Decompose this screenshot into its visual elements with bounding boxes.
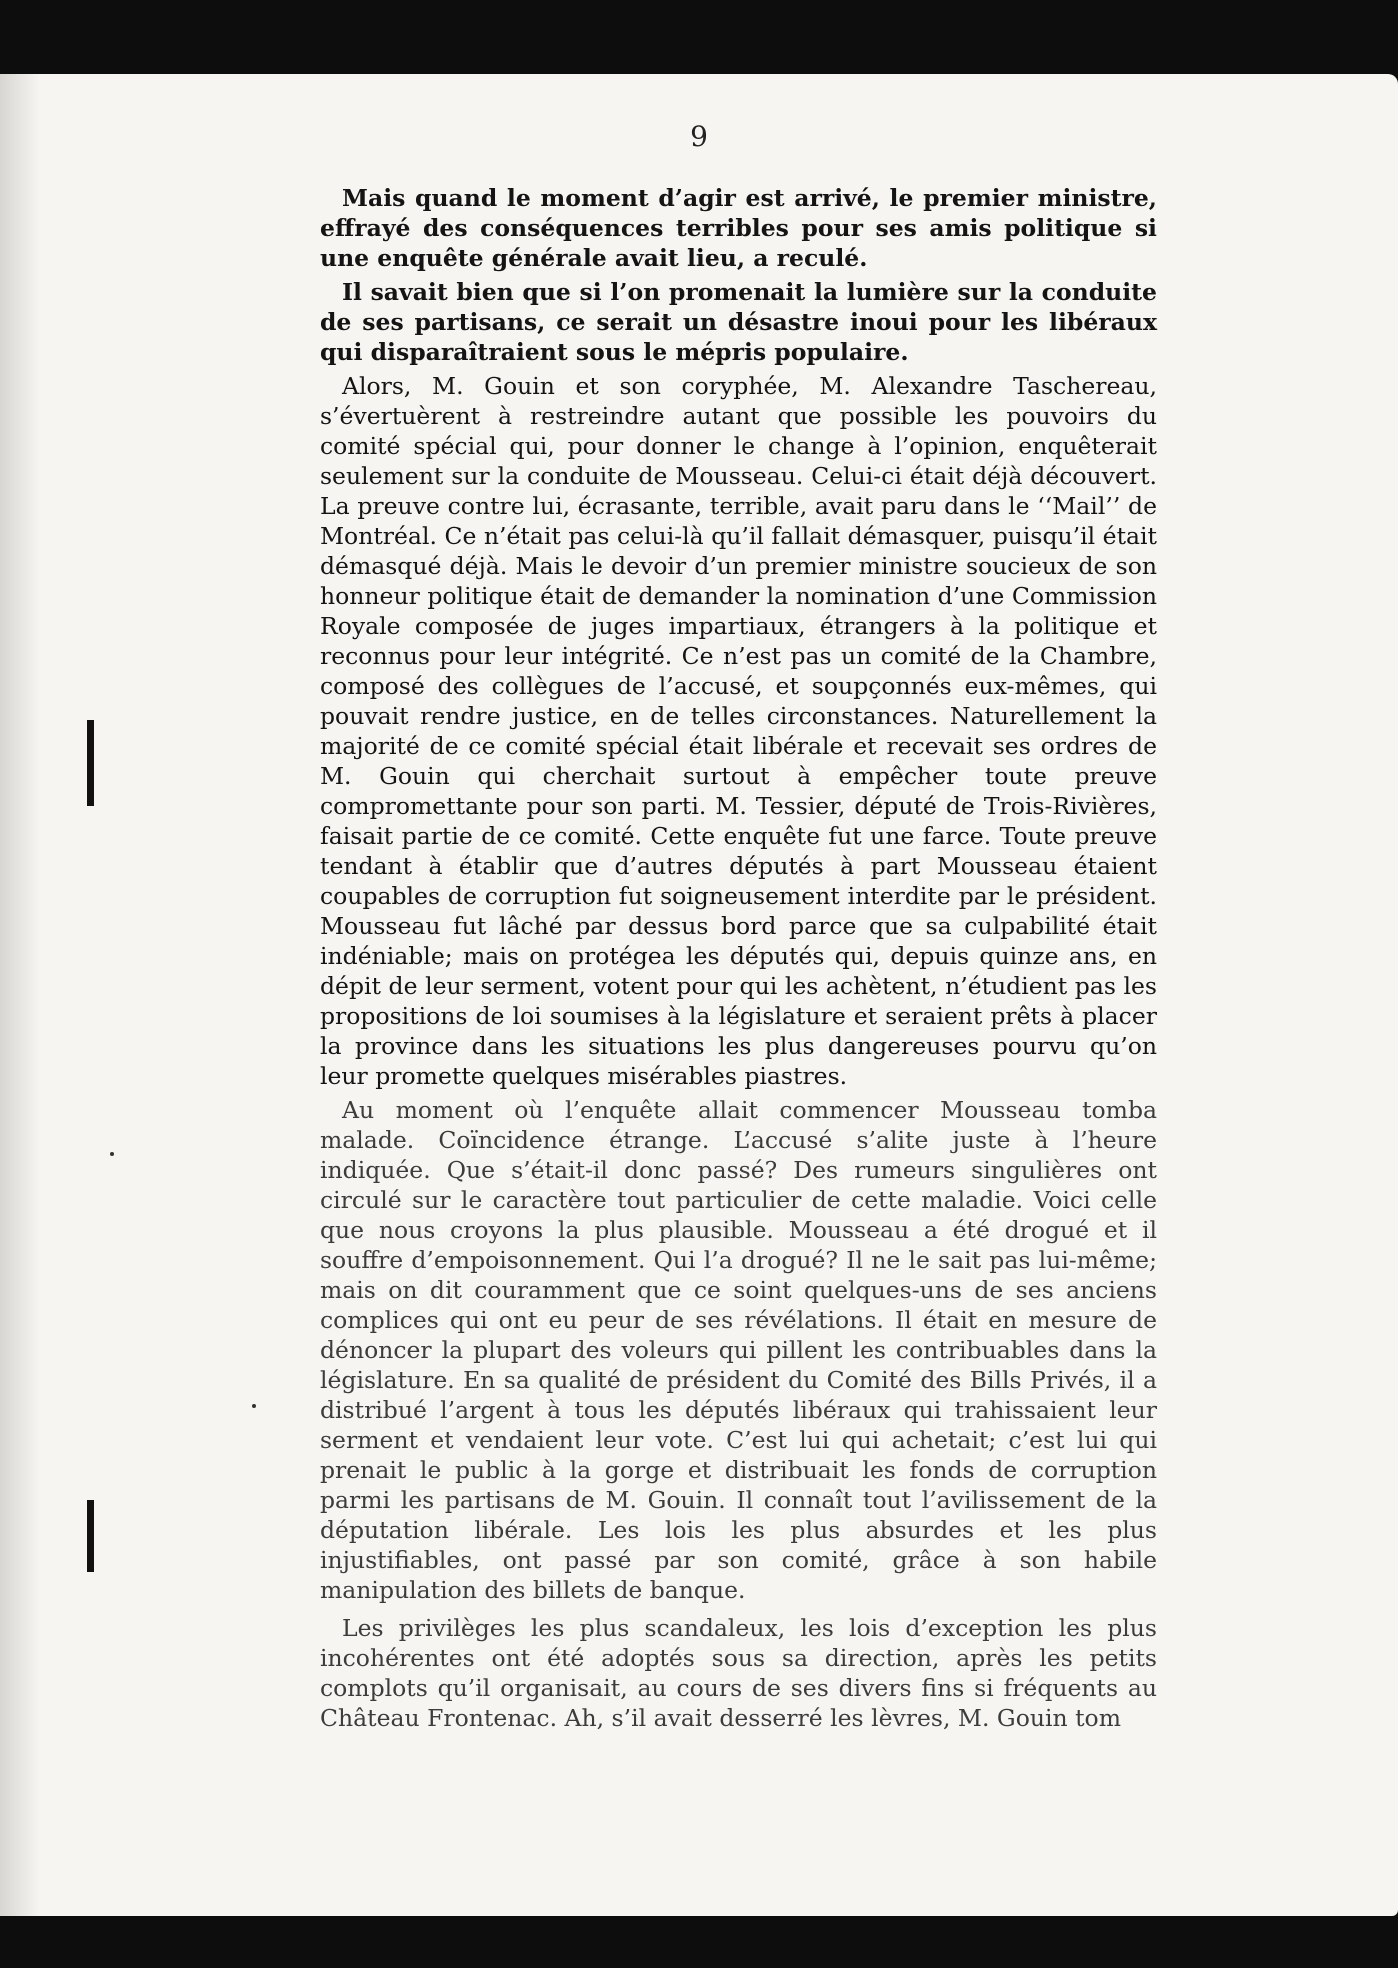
paragraph-3: Alors, M. Gouin et son coryphée, M. Alexandre Taschereau, s’évertuèrent à restreindre autant que possible les pouvoirs du comité spécial qui, pour donner le change à l’opinion, enquêterait seulement sur la conduite de Mousseau. Celui-ci était déjà découvert. La preuve contre lui, écrasante, terrible, avait paru dans le ‘‘Mail’’ de Montréal. Ce n’était pas celui-là qu’il fallait démasquer, puisqu’il était démasqué déjà. Mais le devoir d’un premier ministre soucieux de son honneur politique était de demander la nomination d’une Commission Royale composée de juges impartiaux, étrangers à la politique et reconnus pour leur intégrité. Ce n’est pas un comité de la Chambre, composé des collègues de l’accusé, et soupçonnés eux-mêmes, qui pouvait rendre justice, en de telles circonstances. Naturellement la majorité de ce comité spécial était libérale et recevait ses ordres de M. Gouin qui cherchait surtout à empêcher toute preuve compromettante pour son parti. M. Tessier, député de Trois-Rivières, faisait partie de ce comité. Cette enquête fut une farce. Toute preuve tendant à établir que d’autres députés à part Mousseau étaient coupables de corruption fut soigneusement interdite par le président. Mousseau fut lâché par dessus bord parce que sa culpabilité était indéniable; mais on protégea les députés qui, depuis quinze ans, en dépit de leur serment, votent pour qui les achètent, n’étudient pas les propositions de loi soumises à la législature et seraient prêts à placer la province dans les situations les plus dangereuses pourvu qu’on leur promette quelques misérables piastres. (320, 372, 1157, 1090)
body-text (320, 183, 1157, 1737)
margin-dot (110, 1152, 114, 1156)
paragraph-1: Mais quand le moment d’agir est arrivé, le premier ministre, effrayé des conséquences terribles pour ses amis politique si une enquête générale avait lieu, a reculé. (320, 184, 1157, 272)
margin-bar-mark (87, 1500, 94, 1572)
page-number: 9 (690, 120, 708, 153)
paragraph-5: Les privilèges les plus scandaleux, les lois d’exception les plus incohérentes ont été adoptés sous sa direction, après les petits complots qu’il organisait, au cours de ses divers fins si fréquents au Château Frontenac. Ah, s’il avait desserré les lèvres, M. Gouin tom (320, 1614, 1157, 1732)
paragraph-2: Il savait bien que si l’on promenait la lumière sur la conduite de ses partisans, ce serait un désastre inoui pour les libéraux qui disparaîtraient sous le mépris populaire. (320, 278, 1157, 366)
margin-bar-mark (87, 720, 94, 806)
paragraph-4: Au moment où l’enquête allait commencer Mousseau tomba malade. Coïncidence étrange. L’accusé s’alite juste à l’heure indiquée. Que s’était-il donc passé? Des rumeurs singulières ont circulé sur le caractère tout particulier de cette maladie. Voici celle que nous croyons la plus plausible. Mousseau a été drogué et il souffre d’empoisonnement. Qui l’a drogué? Il ne le sait pas lui-même; mais on dit couramment que ce soint quelques-uns de ses anciens complices qui ont eu peur de ses révélations. Il était en mesure de dénoncer la plupart des voleurs qui pillent les contribuables dans la législature. En sa qualité de président du Comité des Bills Privés, il a distribué l’argent à tous les députés libéraux qui trahissaient leur serment et vendaient leur vote. C’est lui qui achetait; c’est lui qui prenait le public à la gorge et distribuait les fonds de corruption parmi les partisans de M. Gouin. Il connaît tout l’avilissement de la députation libérale. Les lois les plus absurdes et les plus injustifiables, ont passé par son comité, grâce à son habile manipulation des billets de banque. (320, 1096, 1157, 1604)
margin-dot (252, 1404, 256, 1408)
